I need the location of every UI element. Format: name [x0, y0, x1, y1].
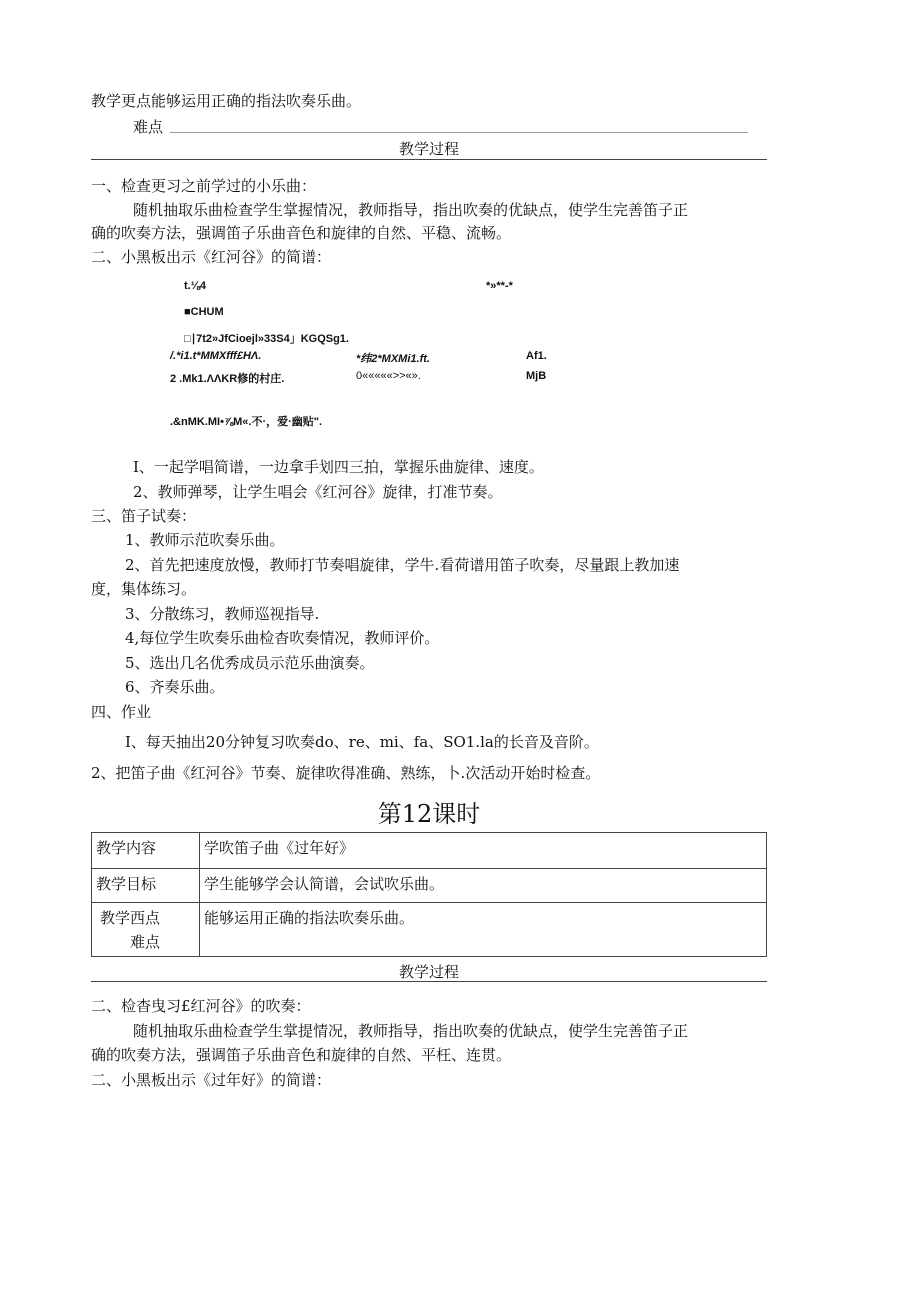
score-line1-right: *»**-*: [486, 280, 513, 292]
score-line4-a: /.*i1.t*MMXfff£HΛ.: [170, 350, 262, 362]
table-value: 学吹笛子曲《过年好》: [200, 833, 767, 869]
section3-item2-line1: 2、首先把速度放慢，教师打节奏唱旋律，学牛.看荷谱用笛子吹奏，尽量跟上教加速: [125, 556, 680, 574]
score-line4-b: *纬2*MXMi1.ft.: [356, 353, 430, 365]
lesson-process-heading: 教学过程: [398, 963, 459, 981]
score-line2: ■CHUM: [184, 306, 224, 318]
difficulty-label: 难点: [133, 118, 164, 136]
section3-item6: 6、齐奏乐曲。: [125, 678, 225, 696]
section4-heading: 四、作业: [91, 703, 152, 721]
section3-item4: 4,每位学生吹奏乐曲检杳吹奏情况，教师评价。: [125, 629, 440, 647]
table-value: 能够运用正确的指法吹奏乐曲。: [200, 903, 767, 957]
table-label: 教学内容: [92, 833, 200, 869]
score-line5-b: 0«««««>>«».: [356, 370, 421, 382]
score-line5-a: 2 .Mk1.ΛΛKR修的村庄.: [170, 373, 285, 385]
table-value: 学生能够学会认简谱，会试吹乐曲。: [200, 869, 767, 903]
section3-item3: 3、分散练习，教师巡视指导.: [125, 605, 320, 623]
lesson-para-line1: 随机抽取乐曲检查学生掌提情况，教师指导，指出吹奏的优缺点，使学生完善笛子正: [133, 1022, 689, 1040]
score-line4-c: Af1.: [526, 350, 547, 362]
table-label-line2: 难点: [130, 933, 161, 951]
score-line5-c: MjB: [526, 370, 547, 382]
section2-heading: 二、小黑板出示《红河谷》的简谱：: [91, 248, 332, 266]
table-row: [92, 833, 767, 869]
section1-para-line2: 确的吹奏方法，强调笛子乐曲音色和旋律的自然、平稳、流畅。: [91, 224, 512, 242]
step2-item2: 2、教师弹琴，让学生唱会《红河谷》旋律，打准节奏。: [133, 483, 503, 501]
section3-item5: 5、选出几名优秀成员示范乐曲演奏。: [125, 654, 375, 672]
step2-item1: I、一起学唱简谱，一边拿手划四三拍，掌握乐曲旋律、速度。: [133, 458, 544, 476]
table-row: [92, 903, 767, 957]
table-row: [92, 869, 767, 903]
lesson-process-rule: [91, 981, 767, 982]
section3-item1: 1、教师示范吹奏乐曲。: [125, 531, 285, 549]
key-point-line: 教学更点能够运用正确的指法吹奏乐曲。: [91, 92, 362, 110]
section1-heading: 一、检查更习之前学过的小乐曲：: [91, 177, 317, 195]
section3-item2-line2: 度，集体练习。: [91, 580, 197, 598]
table-label-line1: 教学西点: [100, 909, 161, 927]
lesson-para-line2: 确的吹奏方法，强调笛子乐曲音色和旋律的自然、平枉、连贯。: [91, 1046, 512, 1064]
lesson-title: 第12课时: [377, 800, 481, 828]
score-line6: .&nMK.MI•⅞M«.不·，爱·幽贴".: [170, 416, 323, 428]
table-label: 教学目标: [92, 869, 200, 903]
difficulty-underline: [170, 132, 748, 133]
table-label-cell: [92, 903, 200, 957]
section1-para-line1: 随机抽取乐曲检查学生掌握情况，教师指导，指出吹奏的优缺点，使学生完善笛子正: [133, 201, 689, 219]
process-heading-rule: [91, 159, 767, 160]
section3-heading: 三、笛子试奏：: [91, 507, 197, 525]
section4-item2: 2、把笛子曲《红河谷》节奏、旋律吹得准确、熟练，卜.次活动开始时检查。: [91, 764, 601, 782]
score-line1-left: t.⅛4: [184, 280, 207, 292]
lesson-section1-heading: 二、检杳曳习£红河谷》的吹奏：: [91, 997, 311, 1015]
process-heading: 教学过程: [398, 140, 459, 158]
lesson-info-table: [91, 832, 767, 957]
score-line3: □∣7t2»JfCioejl»33S4」KGQSg1.: [184, 333, 349, 345]
lesson-section2-heading: 二、小黑板出示《过年好》的简谱：: [91, 1071, 332, 1089]
section4-item1: I、每天抽出20分钟复习吹奏do、re、mi、fa、SO1.la的长音及音阶。: [125, 733, 599, 751]
